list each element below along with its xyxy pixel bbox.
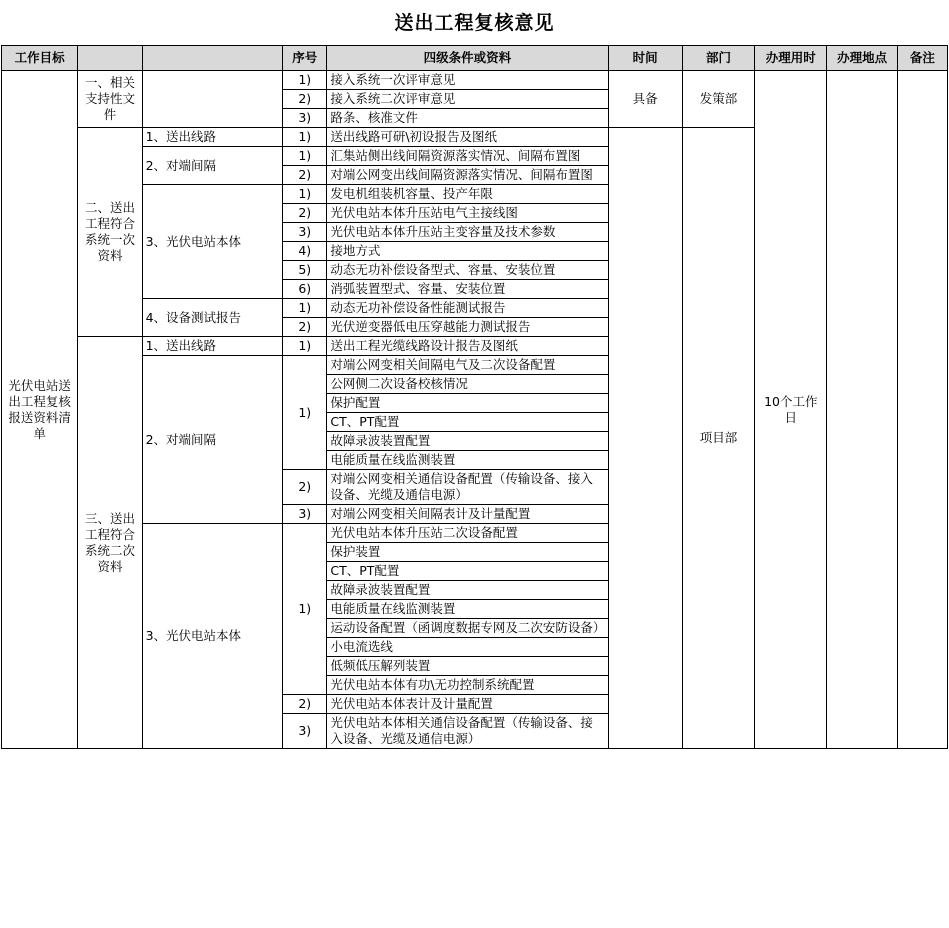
condition-cell: 接入系统二次评审意见 [327,90,608,109]
department-cell: 发策部 [682,71,754,128]
table-header-row [2,46,948,71]
row-number-cell: 3) [283,505,327,524]
row-number-cell: 3) [283,223,327,242]
condition-cell: 对端公网变相关间隔表计及计量配置 [327,505,608,524]
header-time: 时间 [608,46,682,71]
condition-cell: 光伏电站本体升压站主变容量及技术参数 [327,223,608,242]
condition-cell: 路条、核准文件 [327,109,608,128]
condition-cell: 保护装置 [327,543,608,562]
group-cell: 1、送出线路 [142,128,283,147]
condition-cell: 低频低压解列装置 [327,657,608,676]
department-cell: 项目部 [682,128,754,749]
condition-cell: 电能质量在线监测装置 [327,600,608,619]
condition-cell: 发电机组装机容量、投产年限 [327,185,608,204]
table-row [2,71,948,90]
condition-cell: 汇集站侧出线间隔资源落实情况、间隔布置图 [327,147,608,166]
time-cell-empty [608,128,682,749]
header-goal: 工作目标 [2,46,78,71]
header-duration: 办理用时 [755,46,827,71]
section-cell: 一、相关支持性文件 [78,71,142,128]
row-number-cell: 2) [283,166,327,185]
condition-cell: 电能质量在线监测装置 [327,451,608,470]
condition-cell: CT、PT配置 [327,413,608,432]
header-blank-1 [78,46,142,71]
group-cell: 2、对端间隔 [142,147,283,185]
condition-cell: 接地方式 [327,242,608,261]
condition-cell: 消弧装置型式、容量、安装位置 [327,280,608,299]
condition-cell: 光伏电站本体表计及计量配置 [327,695,608,714]
condition-cell: 对端公网变出线间隔资源落实情况、间隔布置图 [327,166,608,185]
row-number-cell: 2) [283,318,327,337]
table-body [2,71,948,749]
condition-cell: 动态无功补偿设备性能测试报告 [327,299,608,318]
remark-cell [897,71,947,749]
row-number-cell: 1) [283,185,327,204]
header-location: 办理地点 [827,46,897,71]
row-number-cell: 4) [283,242,327,261]
group-cell: 4、设备测试报告 [142,299,283,337]
location-cell [827,71,897,749]
row-number-cell: 3) [283,714,327,749]
condition-cell: 保护配置 [327,394,608,413]
group-cell: 1、送出线路 [142,337,283,356]
row-number-cell: 2) [283,204,327,223]
condition-cell: 动态无功补偿设备型式、容量、安装位置 [327,261,608,280]
condition-cell: 接入系统一次评审意见 [327,71,608,90]
condition-cell: 对端公网变相关通信设备配置（传输设备、接入设备、光缆及通信电源） [327,470,608,505]
goal-cell: 光伏电站送出工程复核报送资料清单 [2,71,78,749]
group-cell: 3、光伏电站本体 [142,524,283,749]
row-number-cell: 6) [283,280,327,299]
condition-cell: 光伏电站本体相关通信设备配置（传输设备、接入设备、光缆及通信电源） [327,714,608,749]
condition-cell: CT、PT配置 [327,562,608,581]
header-blank-2 [142,46,283,71]
row-number-cell: 1) [283,337,327,356]
time-cell: 具备 [608,71,682,128]
duration-cell: 10个工作日 [755,71,827,749]
row-number-cell: 2) [283,470,327,505]
header-condition: 四级条件或资料 [327,46,608,71]
condition-cell: 故障录波装置配置 [327,432,608,451]
row-number-cell: 5) [283,261,327,280]
condition-cell: 故障录波装置配置 [327,581,608,600]
group-cell [142,71,283,128]
row-number-cell: 1) [283,128,327,147]
condition-cell: 送出工程光缆线路设计报告及图纸 [327,337,608,356]
condition-cell: 公网侧二次设备校核情况 [327,375,608,394]
condition-cell: 小电流选线 [327,638,608,657]
row-number-cell: 3) [283,109,327,128]
row-number-cell: 1) [283,147,327,166]
group-cell: 2、对端间隔 [142,356,283,524]
condition-cell: 光伏逆变器低电压穿越能力测试报告 [327,318,608,337]
header-remark: 备注 [897,46,947,71]
page-title: 送出工程复核意见 [394,12,555,34]
row-number-cell: 1) [283,524,327,695]
condition-cell: 光伏电站本体升压站二次设备配置 [327,524,608,543]
row-number-cell: 1) [283,356,327,470]
condition-cell: 光伏电站本体升压站电气主接线图 [327,204,608,223]
row-number-cell: 2) [283,90,327,109]
header-no: 序号 [283,46,327,71]
row-number-cell: 2) [283,695,327,714]
condition-cell: 送出线路可研\初设报告及图纸 [327,128,608,147]
row-number-cell: 1) [283,299,327,318]
condition-cell: 光伏电站本体有功\无功控制系统配置 [327,676,608,695]
review-opinion-table [1,45,948,749]
group-cell: 3、光伏电站本体 [142,185,283,299]
condition-cell: 对端公网变相关间隔电气及二次设备配置 [327,356,608,375]
section-cell: 二、送出工程符合系统一次资料 [78,128,142,337]
row-number-cell: 1) [283,71,327,90]
condition-cell: 运动设备配置（函调度数据专网及二次安防设备） [327,619,608,638]
header-department: 部门 [682,46,754,71]
section-cell: 三、送出工程符合系统二次资料 [78,337,142,749]
